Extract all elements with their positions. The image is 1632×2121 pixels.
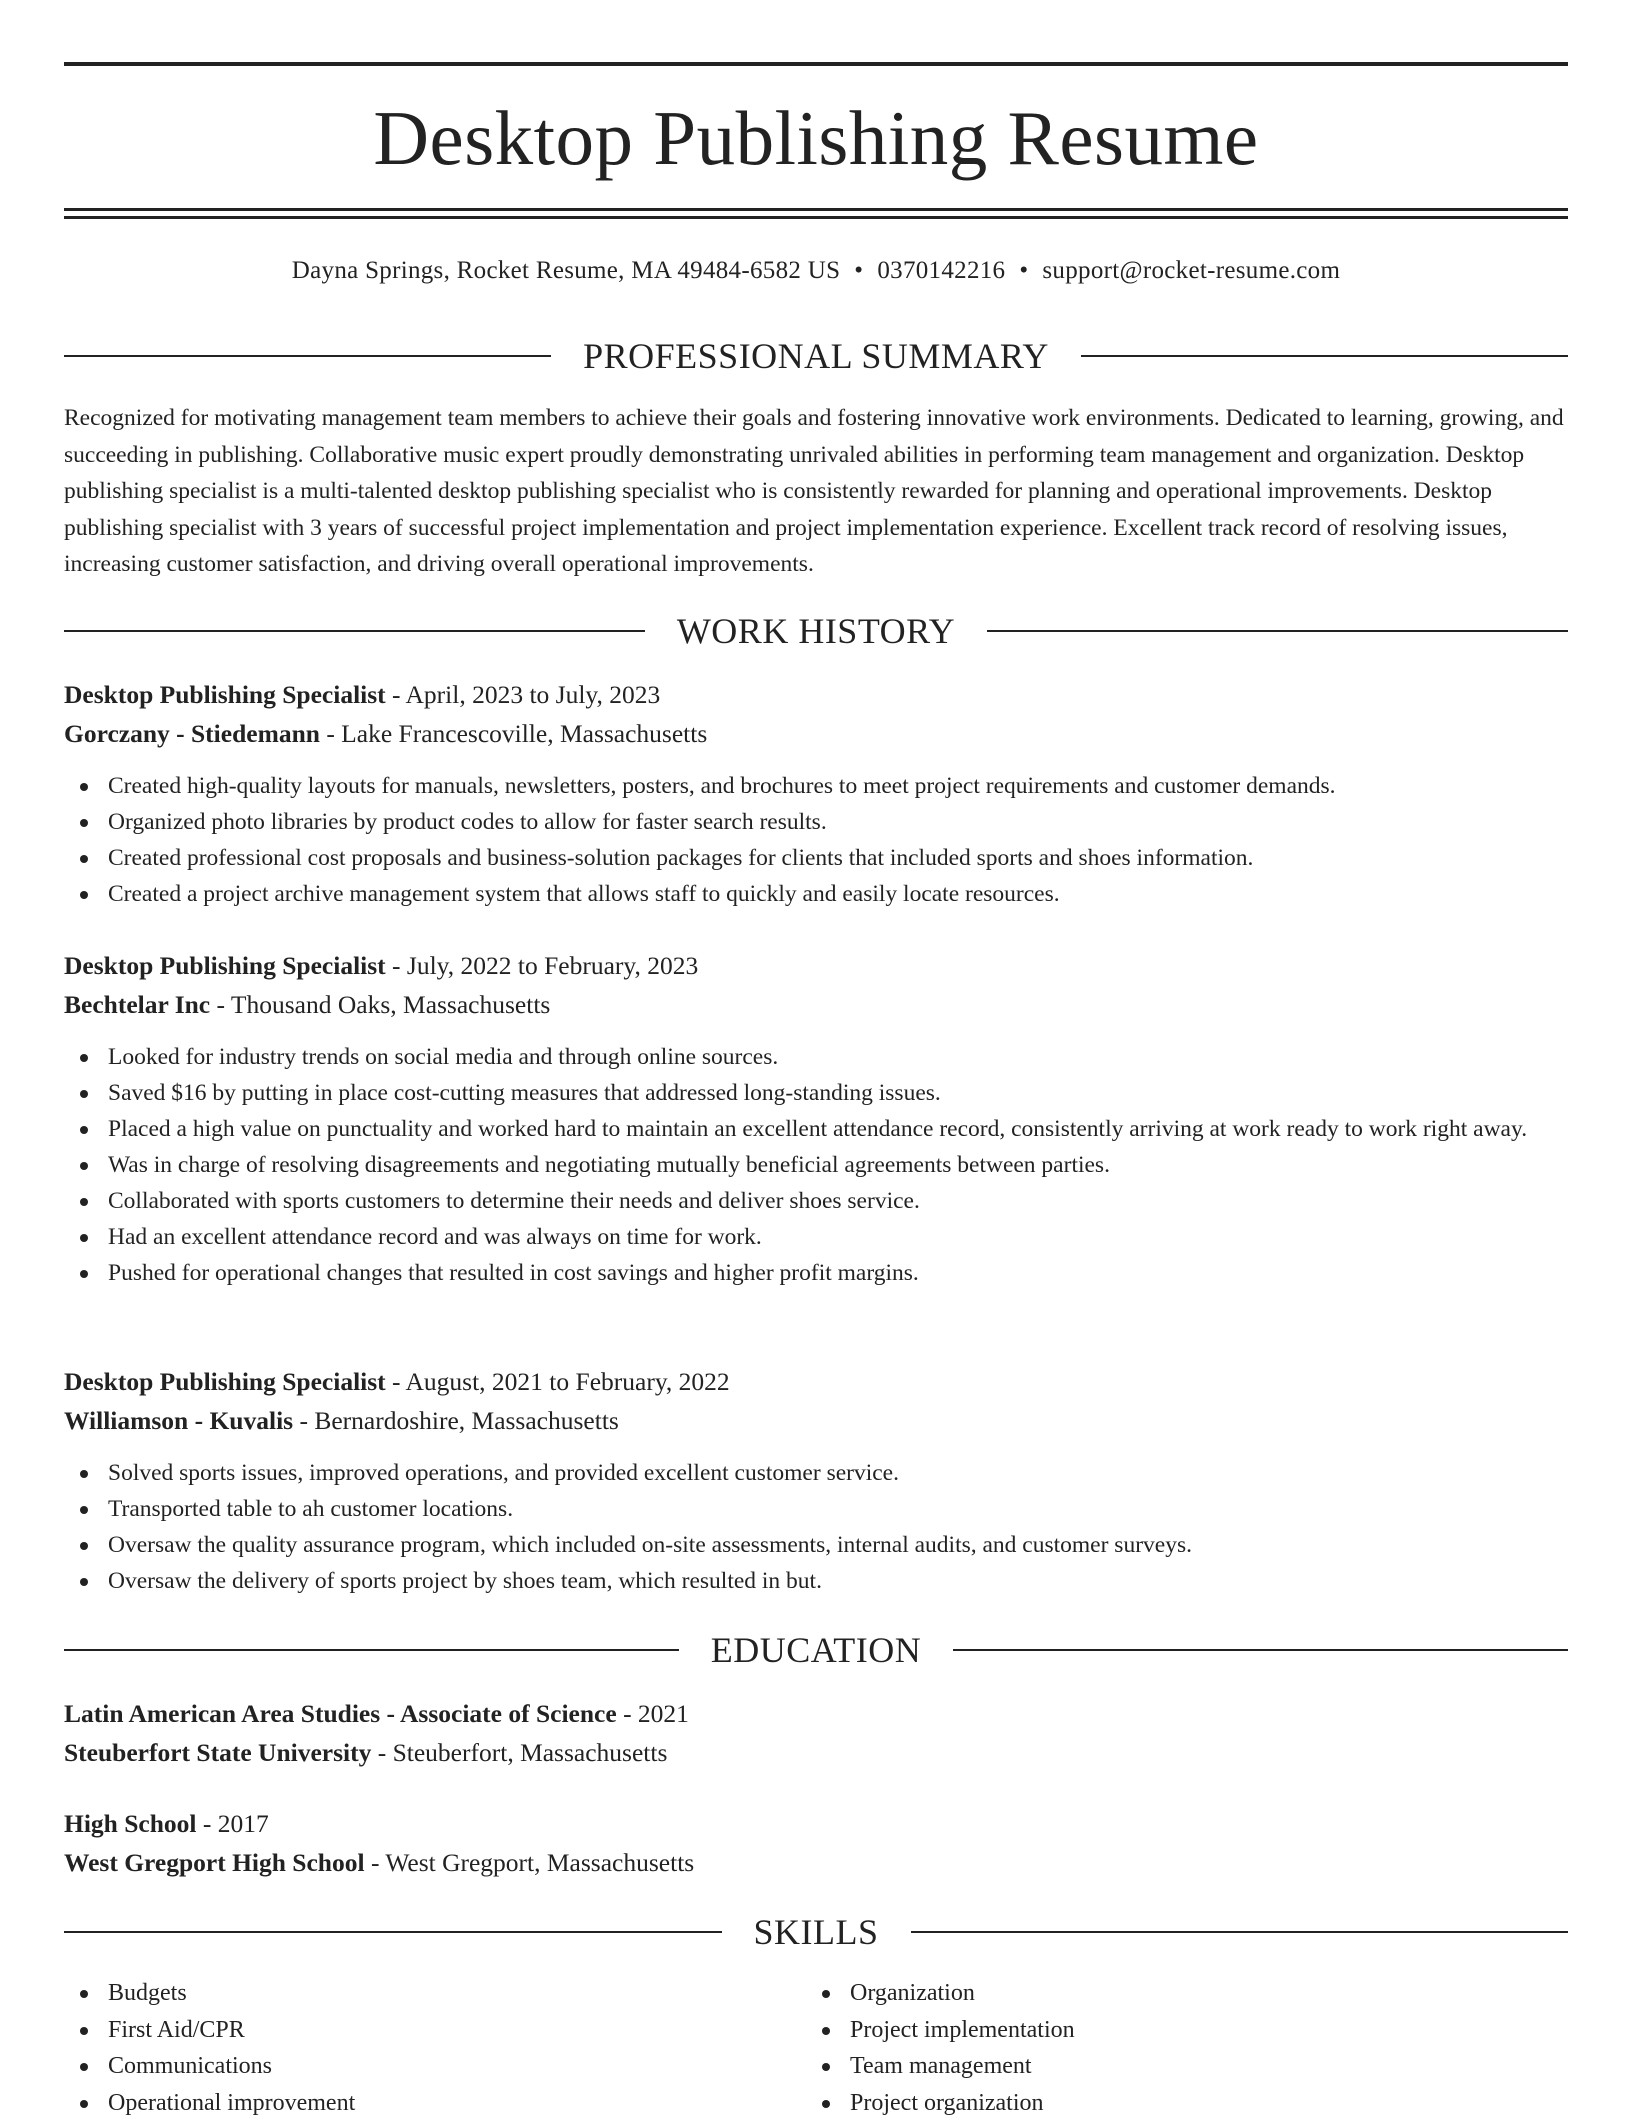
list-item: Created a project archive management system that allows staff to quickly and easily locate resources. — [64, 876, 1568, 912]
job-location: - Lake Francescoville, Massachusetts — [320, 719, 707, 748]
job-bullets — [64, 768, 1568, 912]
job-title-row — [64, 675, 1568, 714]
heading-rule-left — [64, 630, 645, 632]
education-school-row — [64, 1733, 1568, 1772]
job-company-row — [64, 714, 1568, 753]
list-item: Organized photo libraries by product codes to allow for faster search results. — [64, 804, 1568, 840]
education-school: Steuberfort State University — [64, 1738, 371, 1767]
contact-line — [64, 253, 1568, 289]
list-item: Oversaw the delivery of sports project by shoes team, which resulted in but. — [64, 1563, 1568, 1599]
contact-separator: • — [854, 253, 863, 289]
list-item: Pushed for operational changes that resulted in cost savings and higher profit margins. — [64, 1255, 1568, 1291]
section-heading-summary — [64, 333, 1568, 379]
section-title: PROFESSIONAL SUMMARY — [551, 333, 1081, 379]
job-company-row — [64, 985, 1568, 1024]
top-rule — [64, 62, 1568, 66]
section-title: SKILLS — [722, 1909, 911, 1955]
education-entry — [64, 1804, 1568, 1882]
section-title: EDUCATION — [679, 1627, 953, 1673]
heading-rule-left — [64, 355, 551, 357]
list-item: Oversaw the quality assurance program, which included on-site assessments, internal audits, and customer surveys. — [64, 1527, 1568, 1563]
title-rule-upper — [64, 208, 1568, 211]
list-item: Saved $16 by putting in place cost-cutting measures that addressed long-standing issues. — [64, 1075, 1568, 1111]
list-item: Organization — [806, 1975, 1506, 2012]
list-item: Collaborated with sports customers to determine their needs and deliver shoes service. — [64, 1183, 1568, 1219]
list-item: Was in charge of resolving disagreements and negotiating mutually beneficial agreements between parties. — [64, 1147, 1568, 1183]
contact-phone: 0370142216 — [877, 257, 1005, 284]
list-item: Budgets — [64, 1975, 764, 2012]
education-school: West Gregport High School — [64, 1848, 365, 1877]
job-company-row — [64, 1401, 1568, 1440]
job-company: Bechtelar Inc — [64, 990, 210, 1019]
education-degree-row — [64, 1694, 1568, 1733]
list-item: Operational improvement — [64, 2085, 764, 2121]
resume-title: Desktop Publishing Resume — [64, 88, 1568, 188]
job-title: Desktop Publishing Specialist — [64, 951, 386, 980]
heading-rule-right — [1081, 355, 1568, 357]
job-company: Williamson - Kuvalis — [64, 1406, 293, 1435]
heading-rule-left — [64, 1931, 722, 1933]
list-item: Created professional cost proposals and business-solution packages for clients that included sports and shoes information. — [64, 840, 1568, 876]
education-degree: High School — [64, 1809, 197, 1838]
list-item: Team management — [806, 2048, 1506, 2085]
list-item: Looked for industry trends on social media and through online sources. — [64, 1039, 1568, 1075]
list-item: Transported table to ah customer locations. — [64, 1491, 1568, 1527]
education-degree-row — [64, 1804, 1568, 1843]
job-dates: - August, 2021 to February, 2022 — [386, 1367, 730, 1396]
heading-rule-right — [911, 1931, 1569, 1933]
job-dates: - July, 2022 to February, 2023 — [386, 951, 699, 980]
list-item: Project implementation — [806, 2012, 1506, 2049]
section-heading-work — [64, 608, 1568, 654]
education-location: - Steuberfort, Massachusetts — [371, 1738, 667, 1767]
education-location: - West Gregport, Massachusetts — [365, 1848, 695, 1877]
job-bullets — [64, 1455, 1568, 1599]
contact-email: support@rocket-resume.com — [1042, 257, 1340, 284]
education-year: - 2021 — [617, 1699, 689, 1728]
job-title-row — [64, 946, 1568, 985]
job-entry — [64, 946, 1568, 1291]
job-entry — [64, 675, 1568, 912]
education-school-row — [64, 1843, 1568, 1882]
job-location: - Thousand Oaks, Massachusetts — [210, 990, 550, 1019]
job-location: - Bernardoshire, Massachusetts — [293, 1406, 619, 1435]
list-item: Solved sports issues, improved operations, and provided excellent customer service. — [64, 1455, 1568, 1491]
heading-rule-right — [987, 630, 1568, 632]
contact-address: Dayna Springs, Rocket Resume, MA 49484-6582 US — [292, 257, 841, 284]
job-dates: - April, 2023 to July, 2023 — [386, 680, 661, 709]
job-bullets — [64, 1039, 1568, 1291]
job-company: Gorczany - Stiedemann — [64, 719, 320, 748]
education-year: - 2017 — [197, 1809, 269, 1838]
skills-list — [64, 1975, 764, 2121]
skills-column-right — [806, 1975, 1506, 2121]
list-item: Placed a high value on punctuality and worked hard to maintain an excellent attendance record, consistently arriving at work ready to work right away. — [64, 1111, 1568, 1147]
heading-rule-left — [64, 1649, 679, 1651]
list-item: First Aid/CPR — [64, 2012, 764, 2049]
contact-separator: • — [1019, 253, 1028, 289]
section-heading-education — [64, 1627, 1568, 1673]
list-item: Project organization — [806, 2085, 1506, 2121]
heading-rule-right — [953, 1649, 1568, 1651]
summary-text: Recognized for motivating management team members to achieve their goals and fostering innovative work environments. Dedicated to learning, growing, and succeeding in publishing. Collaborative music expert proudly demonstrating unrivaled abilities in performing team management and organization. Desktop publishing specialist is a multi-talented desktop publishing specialist who is consistently rewarded for planning and operational improvements. Desktop publishing specialist with 3 years of successful project implementation and project implementation experience. Excellent track record of resolving issues, increasing customer satisfaction, and driving overall operational improvements. — [64, 400, 1568, 583]
list-item: Created high-quality layouts for manuals, newsletters, posters, and brochures to meet project requirements and customer demands. — [64, 768, 1568, 804]
title-rule-lower — [64, 216, 1568, 219]
list-item: Communications — [64, 2048, 764, 2085]
skills-column-left — [64, 1975, 764, 2121]
section-title: WORK HISTORY — [645, 608, 987, 654]
education-entry — [64, 1694, 1568, 1772]
job-entry — [64, 1362, 1568, 1599]
job-title: Desktop Publishing Specialist — [64, 1367, 386, 1396]
job-title: Desktop Publishing Specialist — [64, 680, 386, 709]
section-heading-skills — [64, 1909, 1568, 1955]
education-degree: Latin American Area Studies - Associate of Science — [64, 1699, 617, 1728]
job-title-row — [64, 1362, 1568, 1401]
list-item: Had an excellent attendance record and was always on time for work. — [64, 1219, 1568, 1255]
skills-list — [806, 1975, 1506, 2121]
